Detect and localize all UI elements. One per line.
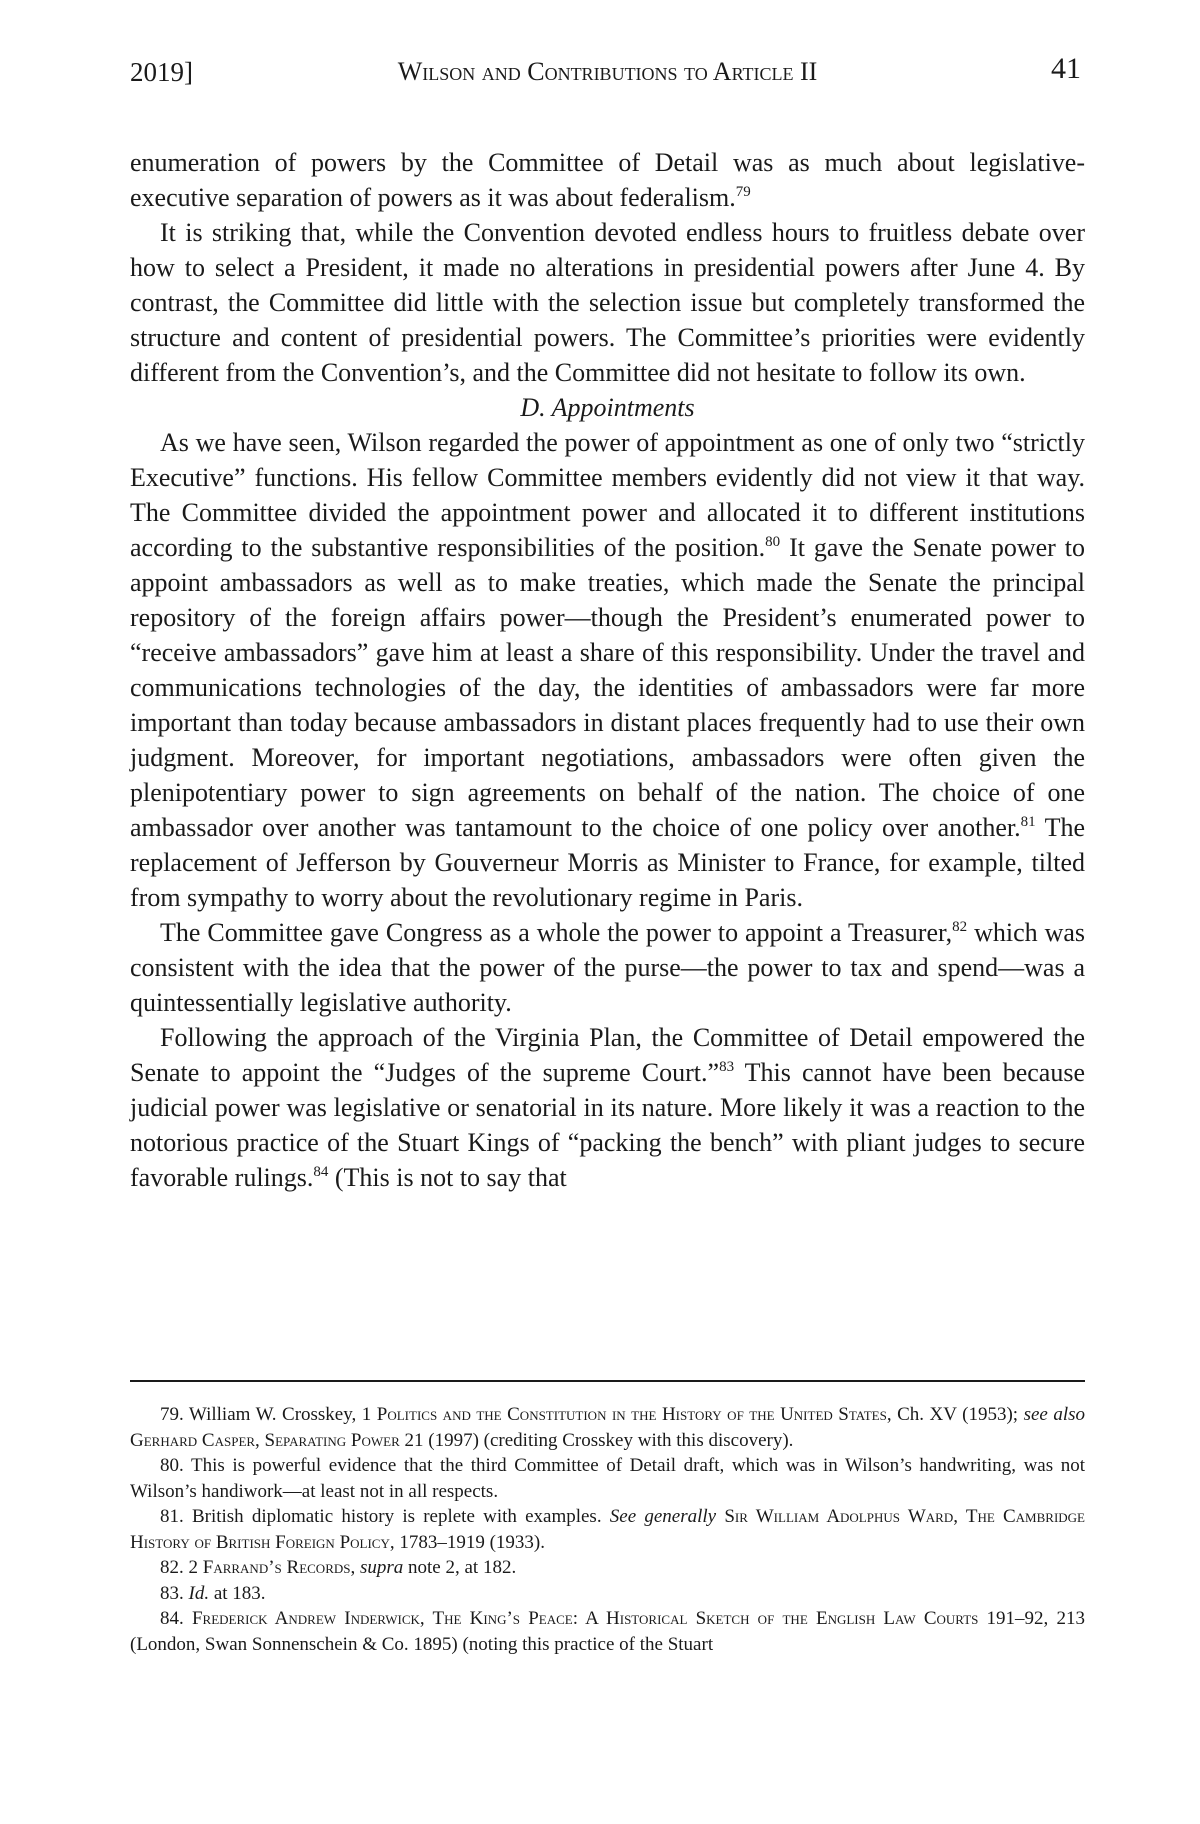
paragraph-text: This cannot have been because judicial power was legislative or senatorial in its nature. More likely it was a reaction to the notorious practice of the Stuart Kings of “packing the bench” with pliant judges to secure favorable rulings.: [130, 1058, 1085, 1192]
citation-title: Farrand’s Records: [202, 1557, 351, 1578]
paragraph-text: (This is not to say that: [328, 1163, 567, 1192]
footnote-ref-83: 83: [719, 1059, 735, 1075]
footnote-text: 191–92, 213 (London, Swan Sonnenschein & Co. 1895) (noting this practice of the Stuart: [130, 1608, 1086, 1655]
footnote-text: British diplomatic history is replete with examples.: [183, 1506, 610, 1527]
signal-italic: See generally: [609, 1506, 717, 1527]
footnote-number: 83.: [160, 1582, 184, 1604]
footnote-81: [130, 1504, 1085, 1555]
footnote-number: 84.: [160, 1608, 184, 1629]
paragraph-4: [130, 915, 1085, 1020]
footnote-82: [130, 1555, 1085, 1581]
footnote-text: , 1783–1919 (1933).: [389, 1531, 546, 1553]
running-header: [130, 52, 1085, 92]
footnote-number: 80.: [160, 1455, 184, 1476]
footnote-text: William W. Crosskey, 1: [183, 1404, 377, 1425]
footnote-ref-79: 79: [735, 184, 751, 200]
paragraph-text: The replacement of Jefferson by Gouverneur Morris as Minister to France, for example, tilted from sympathy to worry about the revolutionary regime in Paris.: [130, 813, 1085, 912]
main-text: [130, 145, 1085, 1195]
footnote-83: [130, 1581, 1085, 1607]
signal-italic: see also: [1023, 1404, 1086, 1425]
footnote-text: , Ch. XV (1953);: [886, 1404, 1024, 1425]
paragraph-text: Following the approach of the Virginia Plan, the Committee of Detail empowered the Senate to appoint the “Judges of the supreme Court.”: [130, 1023, 1085, 1087]
citation-title: Sir William Adolphus Ward, The Cambridge History of British Foreign Policy: [130, 1506, 1085, 1553]
footnote-text: This is powerful evidence that the third Committee of Detail draft, which was in Wilson’s handwriting, was not Wilson’s handiwork—at least not in all respects.: [130, 1455, 1085, 1502]
paragraph-text: enumeration of powers by the Committee of Detail was as much about legislative-executive separation of powers as it was about federalism.: [130, 148, 1085, 212]
footnote-number: 82.: [160, 1557, 184, 1578]
section-heading: D. Appointments: [520, 393, 695, 422]
citation-title: Gerhard Casper, Separating Power: [130, 1429, 400, 1451]
paragraph-2: It is striking that, while the Convention devoted endless hours to fruitless debate over how to select a President, it made no alterations in presidential powers after June 4. By contrast, the Committee did little with the selection issue but completely transformed the structure and content of presidential powers. The Committee’s priorities were evidently different from the Convention’s, and the Committee did not hesitate to follow its own.: [130, 218, 1085, 387]
paragraph-5: [130, 1020, 1085, 1195]
footnote-text: [184, 1608, 192, 1629]
page-number: 41: [1051, 52, 1081, 85]
footnote-80: [130, 1453, 1085, 1504]
footnote-79: [130, 1402, 1085, 1453]
footnotes: [130, 1402, 1085, 1657]
footnote-ref-82: 82: [952, 919, 968, 935]
paragraph-text: which was consistent with the idea that the power of the purse—the power to tax and spend—was a quintessentially legislative authority.: [130, 918, 1085, 1017]
header-title: Wilson and Contributions to Article II: [397, 57, 818, 86]
footnote-number: 79.: [160, 1404, 184, 1425]
signal-italic: Id.: [188, 1582, 210, 1604]
footnote-text: 21 (1997) (crediting Crosskey with this discovery).: [399, 1429, 794, 1451]
paragraph-text: The Committee gave Congress as a whole the power to appoint a Treasurer,: [160, 918, 953, 947]
paragraph-text: As we have seen, Wilson regarded the power of appointment as one of only two “strictly Executive” functions. His fellow Committee members evidently did not view it that way. The Committee divided the appointment power and allocated it to different institutions according to the substantive responsibilities of the position.: [130, 428, 1085, 562]
footnote-84: [130, 1606, 1085, 1657]
signal-italic: supra: [359, 1557, 404, 1578]
citation-title: Politics and the Constitution in the History of the United States: [376, 1404, 887, 1425]
paragraph-1: [130, 145, 1085, 215]
footnote-text: 2: [183, 1557, 203, 1578]
footnote-text: ,: [350, 1557, 360, 1578]
footnote-divider: [130, 1380, 1085, 1382]
footnote-text: at 183.: [209, 1582, 266, 1604]
citation-title: Frederick Andrew Inderwick, The King’s Peace: A Historical Sketch of the English Law Courts: [191, 1608, 979, 1629]
paragraph-text: It gave the Senate power to appoint ambassadors as well as to make treaties, which made the Senate the principal repository of the foreign affairs power—though the President’s enumerated power to “receive ambassadors” gave him at least a share of this responsibility. Under the travel and communications technologies of the day, the identities of ambassadors were far more important than today because ambassadors in distant places frequently had to use their own judgment. Moreover, for important negotiations, ambassadors were often given the plenipotentiary power to sign agreements on behalf of the nation. The choice of one ambassador over another was tantamount to the choice of one policy over another.: [130, 533, 1086, 842]
footnote-text: note 2, at 182.: [403, 1557, 517, 1578]
footnote-number: 81.: [160, 1506, 184, 1527]
header-year: 2019]: [130, 57, 193, 87]
footnote-ref-80: 80: [765, 534, 781, 550]
footnote-ref-81: 81: [1020, 814, 1036, 830]
footnote-ref-84: 84: [313, 1164, 329, 1180]
paragraph-3: [130, 425, 1085, 915]
